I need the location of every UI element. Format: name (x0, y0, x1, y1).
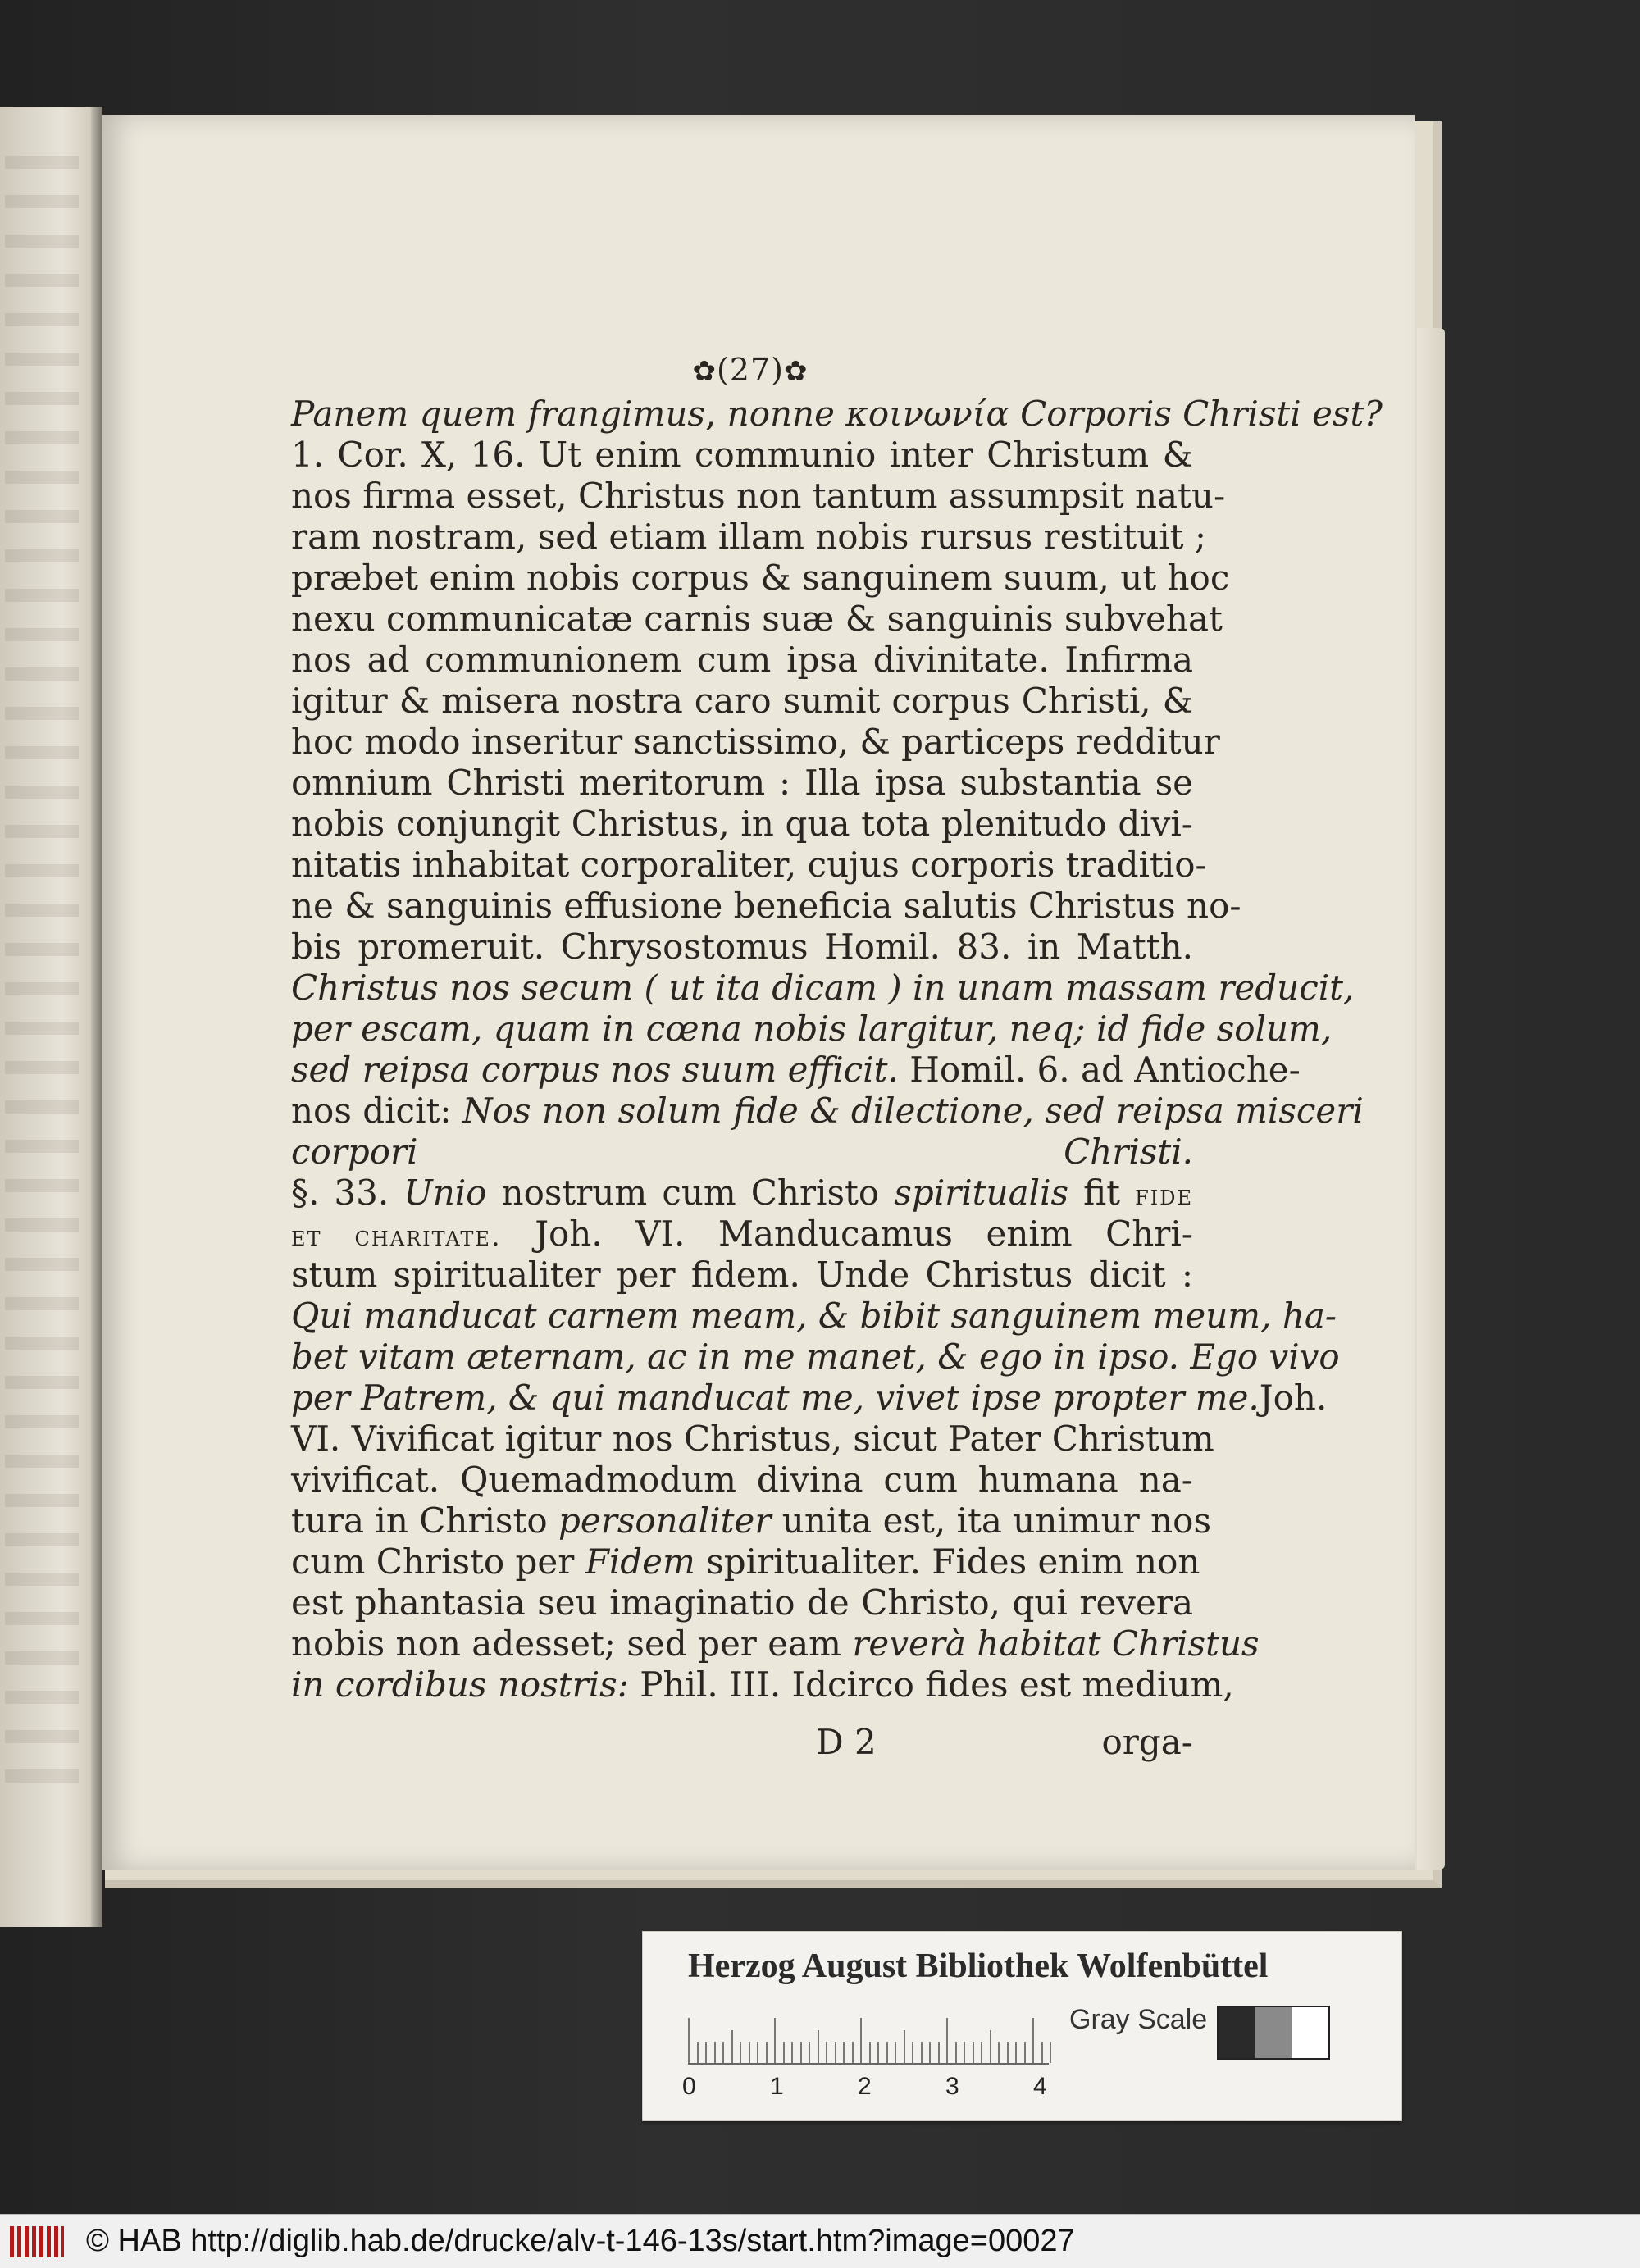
ruler-tick (1007, 2042, 1009, 2063)
ruler-tick (981, 2042, 982, 2063)
ruler-tick (946, 2018, 948, 2063)
text-line (291, 1460, 1193, 1501)
text-segment: unita est, ita unimur nos (771, 1501, 1212, 1541)
text-line (291, 640, 1193, 681)
text-segment: corpori Christi. (291, 1132, 1193, 1172)
text-line (291, 763, 1193, 804)
text-segment: personaliter (558, 1501, 772, 1541)
book-page (102, 115, 1414, 1870)
ruler-tick (731, 2030, 733, 2063)
text-line (291, 1214, 1193, 1255)
catchword: orga- (1101, 1722, 1193, 1762)
ruler-tick (860, 2018, 862, 2063)
text-line (291, 1050, 1301, 1091)
text-segment: nobis non adesset; sed per eam (291, 1624, 853, 1664)
text-segment: bis promeruit. Chrysostomus Homil. 83. in Matth. (291, 927, 1193, 967)
ruler-number: 0 (682, 2073, 696, 2100)
text-line (291, 886, 1241, 927)
header-ornament-right-icon: ✿ (784, 355, 809, 388)
gray-patch (1255, 2007, 1292, 2058)
text-line (291, 435, 1193, 476)
ruler-tick (783, 2042, 785, 2063)
text-segment: Joh. VI. Manducamus enim Chri- (501, 1214, 1194, 1254)
ruler-tick (1015, 2042, 1017, 2063)
ruler-tick (766, 2042, 768, 2063)
page-header (504, 348, 996, 393)
text-line (291, 845, 1207, 886)
text-line (291, 927, 1193, 968)
text-segment: nos ad communionem cum ipsa divinitate. Infirma (291, 640, 1193, 680)
ruler-number: 2 (858, 2073, 872, 2100)
text-line (291, 1419, 1214, 1460)
text-segment: Panem quem frangimus (291, 394, 705, 434)
ruler-tick (895, 2042, 896, 2063)
text-segment: omnium Christi meritorum : Illa ipsa substantia se (291, 763, 1193, 803)
page-number: (27) (716, 352, 784, 388)
text-line (291, 1173, 1193, 1214)
text-segment: cum Christo per (291, 1542, 585, 1582)
text-segment: Fidem (585, 1542, 695, 1582)
text-segment: spiritualis (894, 1173, 1069, 1213)
text-line (291, 1501, 1212, 1542)
text-segment: fit (1068, 1173, 1136, 1213)
ruler-tick (938, 2042, 940, 2063)
text-segment: , (704, 394, 727, 434)
text-segment: est phantasia seu imaginatio de Christo, qui revera (291, 1583, 1193, 1623)
gray-scale-patches (1217, 2006, 1330, 2060)
text-segment: Joh. (1259, 1378, 1328, 1418)
text-segment: nitatis inhabitat corporaliter, cujus corporis traditio- (291, 845, 1207, 885)
ruler-tick (877, 2042, 879, 2063)
text-segment: in cordibus nostris: (291, 1665, 629, 1705)
ruler-tick (1024, 2042, 1026, 2063)
left-page-bleed-text (5, 156, 79, 1796)
text-line (291, 517, 1207, 558)
text-segment: 1. Cor. X, 16. Ut enim communio inter Christum & (291, 435, 1193, 475)
signature-line (291, 1722, 1193, 1763)
ruler-tick (705, 2042, 707, 2063)
text-segment: Christus nos secum ( ut ita dicam ) in unam massam reducit, (291, 968, 1355, 1008)
ruler-tick (749, 2042, 750, 2063)
ruler-tick (963, 2042, 965, 2063)
ruler-tick (929, 2042, 931, 2063)
text-segment: hoc modo inseritur sanctissimo, & particeps redditur (291, 722, 1220, 762)
text-segment: VI. Vivificat igitur nos Christus, sicut Pater Christum (291, 1419, 1214, 1459)
gray-patch (1292, 2007, 1328, 2058)
text-line (291, 394, 1383, 435)
text-line (291, 1009, 1332, 1050)
text-line (291, 1583, 1193, 1624)
text-segment: nobis conjungit Christus, in qua tota plenitudo divi- (291, 804, 1193, 844)
scale-ruler (688, 2014, 1049, 2065)
ruler-tick (818, 2030, 819, 2063)
ruler-tick (990, 2030, 991, 2063)
ruler-tick (973, 2042, 974, 2063)
text-line (291, 1624, 1260, 1665)
text-segment: præbet enim nobis corpus & sanguinem suum, ut hoc (291, 558, 1230, 598)
text-segment: spiritualiter. Fides enim non (695, 1542, 1200, 1582)
text-line (291, 1255, 1193, 1296)
ruler-tick (722, 2042, 724, 2063)
ruler-tick (869, 2042, 871, 2063)
text-segment: ram nostram, sed etiam illam nobis rursus restituit ; (291, 517, 1207, 557)
ruler-tick (955, 2042, 957, 2063)
text-line (291, 558, 1230, 599)
hab-card-title: Herzog August Bibliothek Wolfenbüttel (688, 1947, 1269, 1985)
text-segment: igitur & misera nostra caro sumit corpus Christi, & (291, 681, 1193, 721)
footer-bar (0, 2214, 1640, 2268)
left-facing-page-edge (0, 107, 102, 1927)
ruler-tick (1050, 2042, 1051, 2063)
gray-patch (1219, 2007, 1255, 2058)
text-segment: Unio (403, 1173, 487, 1213)
body-lines (291, 394, 1383, 1706)
text-segment: nos firma esset, Christus non tantum assumpsit natu- (291, 476, 1226, 516)
text-segment: fide (1135, 1179, 1193, 1212)
text-segment: §. 33. (291, 1173, 404, 1213)
ruler-tick (921, 2042, 922, 2063)
text-line (291, 1665, 1234, 1706)
text-segment: tura in Christo (291, 1501, 558, 1541)
text-segment: stum spiritualiter per fidem. Unde Christus dicit : (291, 1255, 1193, 1295)
text-line (291, 1132, 1193, 1173)
text-line (291, 804, 1193, 845)
ruler-tick (843, 2042, 845, 2063)
ruler-tick (835, 2042, 836, 2063)
text-line (291, 1542, 1200, 1583)
hab-logo-icon (10, 2226, 64, 2257)
text-line (291, 681, 1193, 722)
ruler-tick (809, 2042, 810, 2063)
text-segment: Phil. III. Idcirco fides est medium, (628, 1665, 1234, 1705)
ruler-tick (791, 2042, 793, 2063)
text-line (291, 1091, 1364, 1132)
text-segment: reverà habitat Christus (852, 1624, 1260, 1664)
text-segment: sed reipsa corpus nos suum efficit. (291, 1050, 899, 1090)
ruler-number: 4 (1033, 2073, 1047, 2100)
text-segment: per Patrem, & qui manducat me, vivet ipse propter me. (291, 1378, 1260, 1418)
text-segment: nexu communicatæ carnis suæ & sanguinis subvehat (291, 599, 1223, 639)
text-segment: Homil. 6. ad Antioche- (898, 1050, 1301, 1090)
ruler-tick (740, 2042, 741, 2063)
footer-copyright-url[interactable]: © HAB http://diglib.hab.de/drucke/alv-t-146-13s/start.htm?image=00027 (86, 2224, 1075, 2258)
ruler-tick (886, 2042, 888, 2063)
text-line (291, 599, 1223, 640)
text-segment: ne & sanguinis effusione beneficia salutis Christus no- (291, 886, 1241, 926)
ruler-tick (757, 2042, 758, 2063)
text-line (291, 1337, 1340, 1378)
header-ornament-left-icon: ✿ (692, 355, 717, 388)
ruler-tick (714, 2042, 716, 2063)
text-segment: bet vitam æternam, ac in me manet, & ego in ipso. Ego vivo (291, 1337, 1340, 1377)
gray-scale-label: Gray Scale (1069, 2004, 1208, 2035)
hab-color-card (642, 1931, 1402, 2121)
ruler-tick (697, 2042, 699, 2063)
signature-mark: D 2 (816, 1722, 877, 1762)
text-line (291, 968, 1355, 1009)
ruler-tick (1032, 2018, 1034, 2063)
ruler-tick (826, 2042, 827, 2063)
page-edge-strip (1417, 328, 1445, 1870)
text-segment: nonne κοινωνία Corporis Christi est? (727, 394, 1383, 434)
text-segment: et charitate. (291, 1220, 502, 1253)
text-line (291, 476, 1226, 517)
text-segment: per escam, quam in cœna nobis largitur, neq; id fide solum, (291, 1009, 1332, 1049)
text-line (291, 1296, 1337, 1337)
text-line (291, 1378, 1328, 1419)
text-segment: vivificat. Quemadmodum divina cum humana na- (291, 1460, 1193, 1500)
text-segment: nostrum cum Christo (486, 1173, 895, 1213)
ruler-number: 3 (945, 2073, 959, 2100)
ruler-tick (800, 2042, 802, 2063)
ruler-number: 1 (770, 2073, 784, 2100)
ruler-tick (998, 2042, 1000, 2063)
ruler-tick (904, 2030, 905, 2063)
text-segment: Qui manducat carnem meam, & bibit sanguinem meum, ha- (291, 1296, 1337, 1336)
ruler-tick (912, 2042, 913, 2063)
ruler-tick (1041, 2042, 1043, 2063)
ruler-tick (688, 2018, 690, 2063)
ruler-tick (852, 2042, 854, 2063)
text-segment: nos dicit: (291, 1091, 462, 1131)
text-segment: Nos non solum fide & dilectione, sed reipsa misceri (462, 1091, 1364, 1131)
ruler-tick (774, 2018, 776, 2063)
text-line (291, 722, 1220, 763)
